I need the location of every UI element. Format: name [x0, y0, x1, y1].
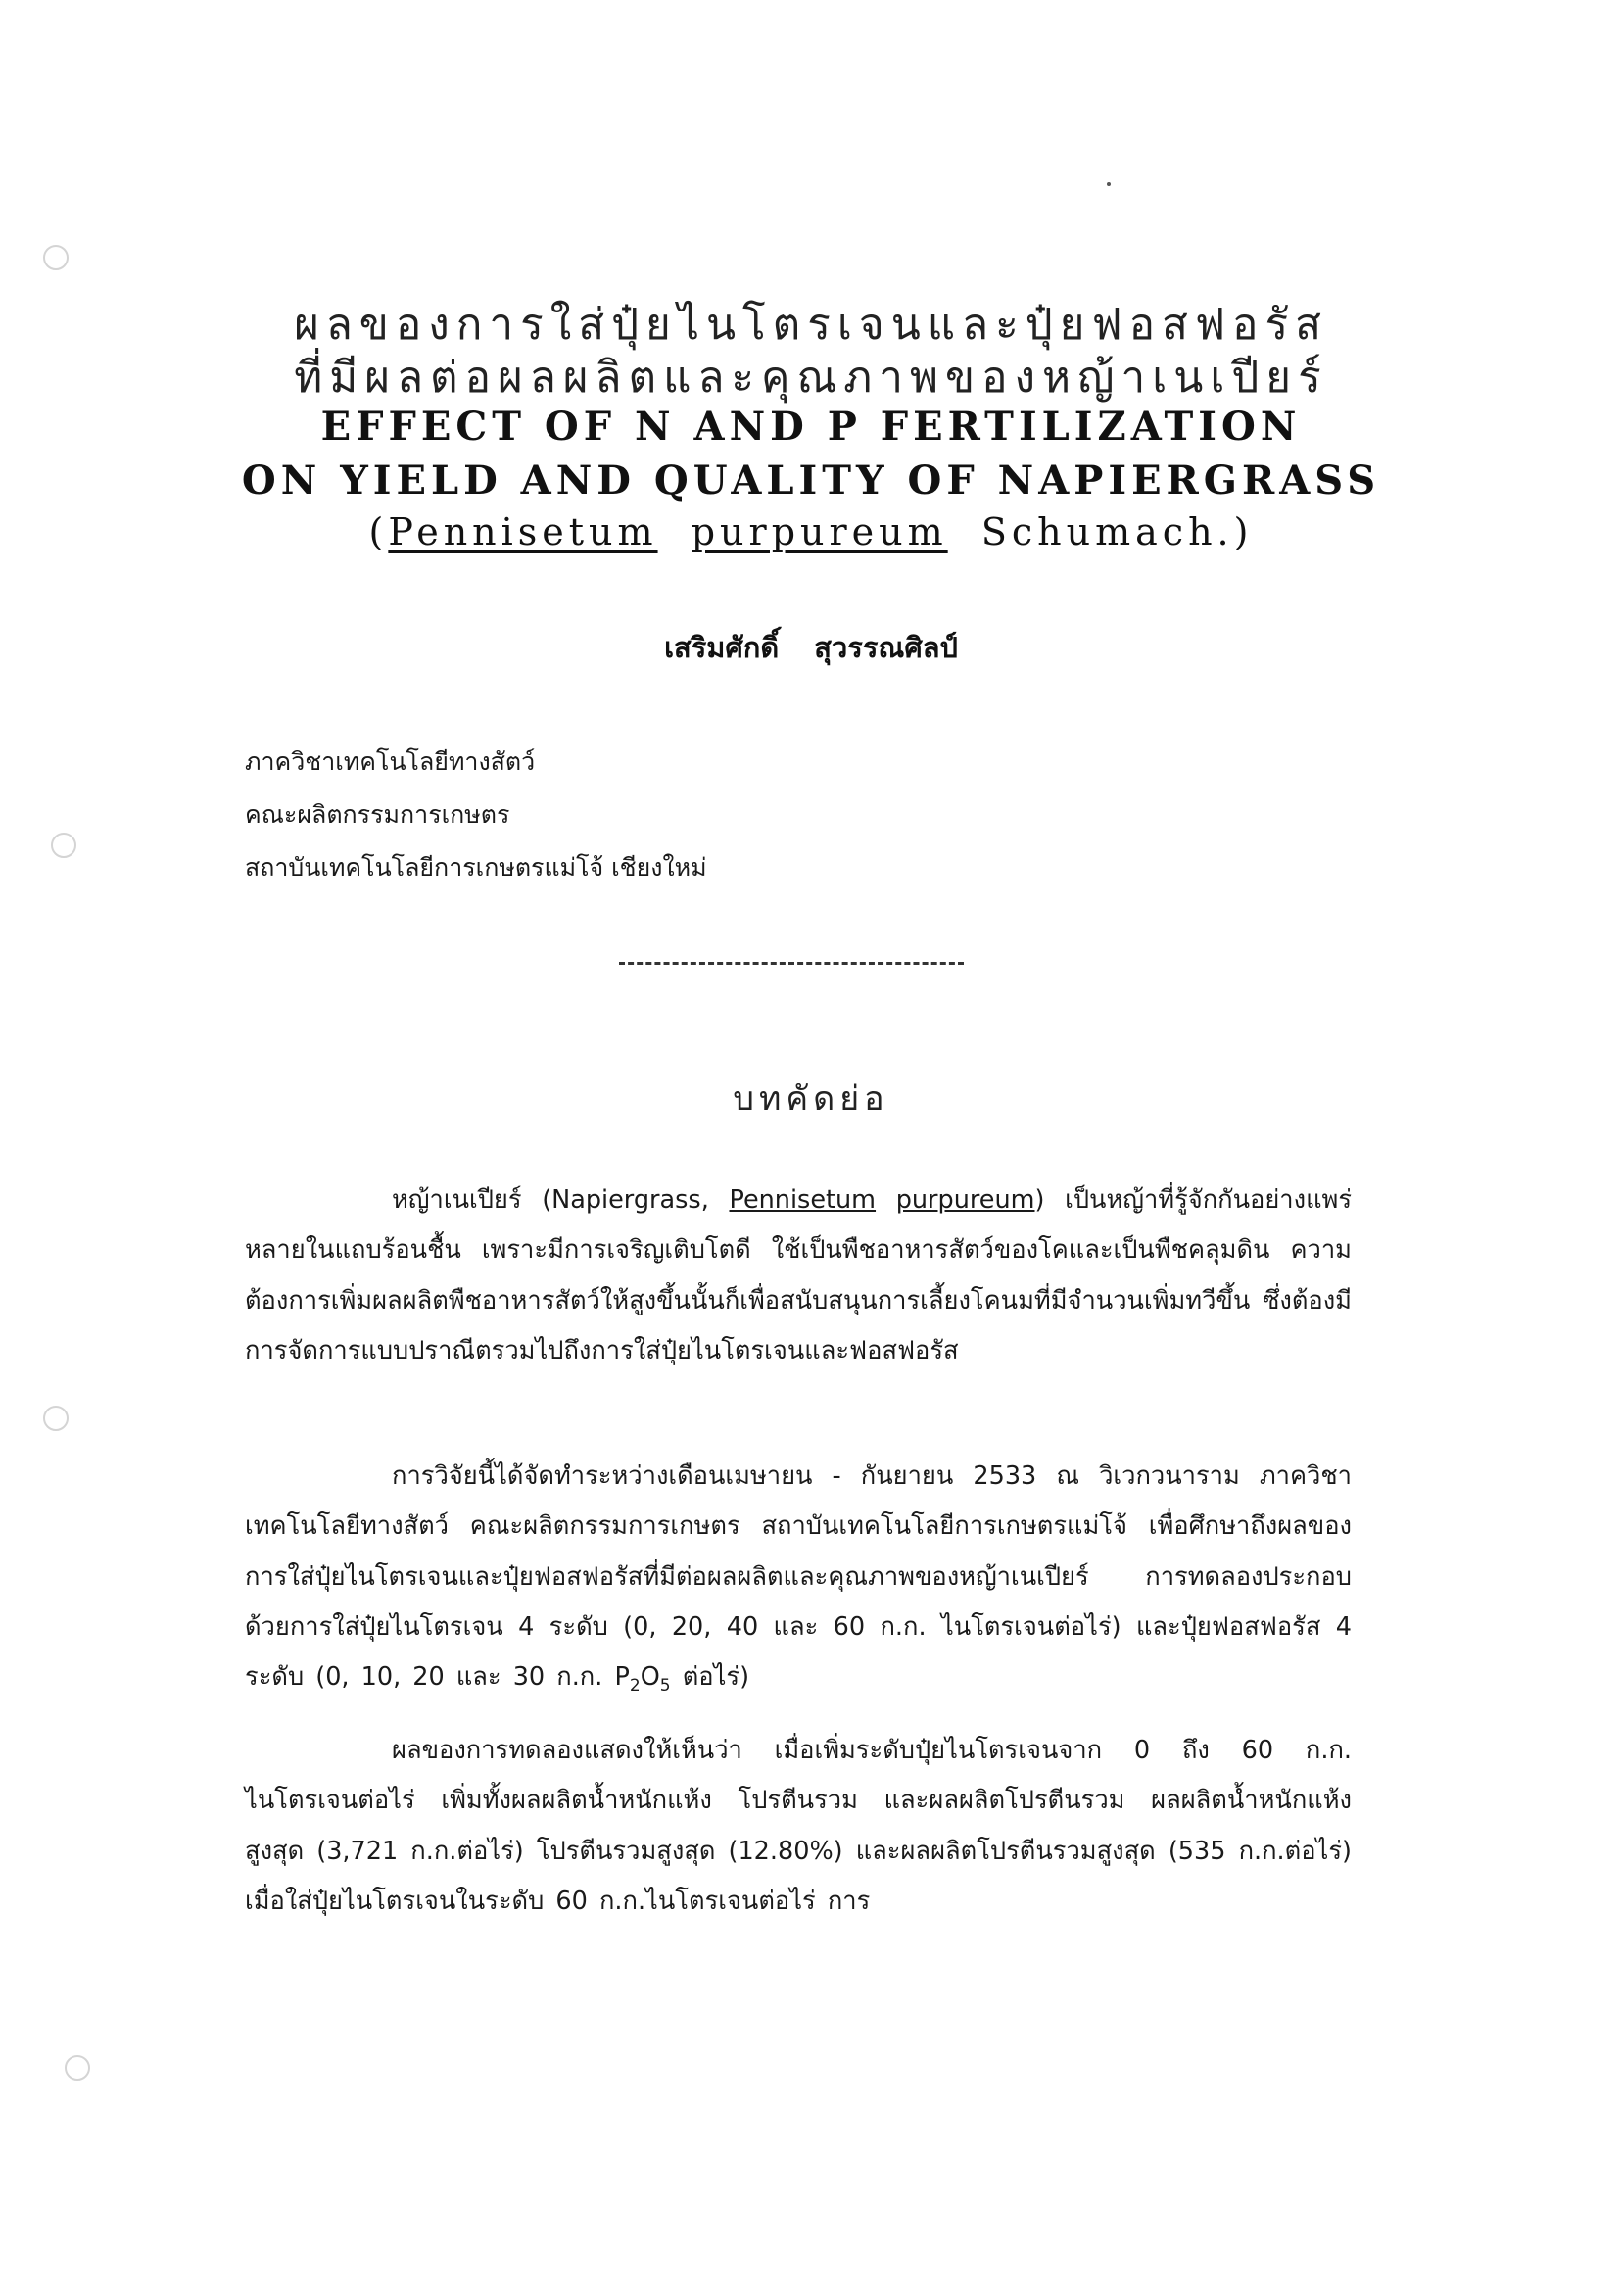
thai-title-line-1: ผลของการใส่ปุ๋ยไนโตรเจนและปุ๋ยฟอสฟอรัส: [294, 300, 1328, 350]
english-title-line-1: EFFECT OF N AND P FERTILIZATION: [320, 404, 1302, 450]
sci-species: purpureum: [691, 510, 948, 553]
abstract-paragraph-3: ผลของการทดลองแสดงให้เห็นว่า เมื่อเพิ่มระดับปุ๋ยไนโตรเจนจาก 0 ถึง 60 ก.ก. ไนโตรเจนต่อไร่ เพิ่มทั้งผลผลิตน้ำหนักแห้ง โปรตีนรวม และผลผลิตโปรตีนรวม ผลผลิตน้ำหนักแห้งสูงสุด (3,721 ก.ก.ต่อไร่) โปรตีนรวมสูงสุด (12.80%) และผลผลิตโปรตีนรวมสูงสุด (535 ก.ก.ต่อไร่) เมื่อใส่ปุ๋ยไนโตรเจนในระดับ 60 ก.ก.ไนโตรเจนต่อไร่ การ: [245, 1736, 1352, 1916]
abstract-paragraph-2: [245, 1452, 1352, 1712]
scan-speck: [1107, 182, 1111, 186]
affiliation-institute: สถาบันเทคโนโลยีการเกษตรแม่โจ้ เชียงใหม่: [245, 853, 707, 882]
formula-p: P: [614, 1662, 630, 1693]
p2o5-formula: [614, 1662, 671, 1697]
punch-hole: [65, 2055, 90, 2081]
thai-title-line-2: ที่มีผลต่อผลผลิตและคุณภาพของหญ้าเนเปียร์: [294, 353, 1328, 403]
p1-species: purpureum: [895, 1185, 1035, 1215]
formula-sub-2: 2: [629, 1676, 641, 1697]
punch-hole: [43, 245, 69, 270]
author-name: เสริมศักดิ์ สุวรรณศิลป์: [664, 631, 958, 664]
abstract-paragraph-1: [245, 1175, 1352, 1376]
affiliation-department: ภาควิชาเทคโนโลยีทางสัตว์: [245, 747, 536, 776]
affiliation-faculty: คณะผลิตกรรมการเกษตร: [245, 800, 510, 829]
formula-o: O: [640, 1662, 660, 1693]
p1-text-rest: ) เป็นหญ้าที่รู้จักกันอย่างแพร่หลายในแถบร้อนชื้น เพราะมีการเจริญเติบโตดี ใช้เป็นพืชอาหารสัตว์ของโคและเป็นพืชคลุมดิน ความต้องการเพิ่มผลผลิตพืชอาหารสัตว์ให้สูงขึ้นนั้นก็เพื่อสนับสนุนการเลี้ยงโคนมที่มีจำนวนเพิ่มทวีขึ้น ซึ่งต้องมีการจัดการแบบปราณีตรวมไปถึงการใส่ปุ๋ยไนโตรเจนและฟอสฟอรัส: [245, 1185, 1353, 1365]
p1-space: [876, 1185, 896, 1215]
punch-hole: [43, 1406, 69, 1431]
english-title-line-2: ON YIELD AND QUALITY OF NAPIERGRASS: [241, 457, 1381, 503]
sci-open-paren: (: [368, 510, 389, 553]
sci-genus: Pennisetum: [388, 510, 658, 553]
scientific-name-line: [0, 510, 1622, 553]
sci-close-paren: ): [1233, 510, 1254, 553]
p2-text-end: ต่อไร่): [670, 1662, 750, 1693]
punch-hole: [51, 833, 76, 858]
abstract-heading: บทคัดย่อ: [733, 1079, 889, 1119]
p2-text: การวิจัยนี้ได้จัดทำระหว่างเดือนเมษายน - กันยายน 2533 ณ วิเวกวนาราม ภาควิชาเทคโนโลยีทางสัตว์ คณะผลิตกรรมการเกษตร สถาบันเทคโนโลยีการเกษตรแม่โจ้ เพื่อศึกษาถึงผลของการใส่ปุ๋ยไนโตรเจนและปุ๋ยฟอสฟอรัสที่มีต่อผลผลิตและคุณภาพของหญ้าเนเปียร์ การทดลองประกอบด้วยการใส่ปุ๋ยไนโตรเจน 4 ระดับ (0, 20, 40 และ 60 ก.ก. ไนโตรเจนต่อไร่) และปุ๋ยฟอสฟอรัส 4 ระดับ (0, 10, 20 และ 30 ก.ก.: [245, 1461, 1352, 1693]
p1-genus: Pennisetum: [729, 1185, 877, 1215]
section-separator: [619, 962, 964, 965]
formula-sub-5: 5: [659, 1676, 671, 1697]
p1-text-start: หญ้าเนเปียร์ (Napiergrass,: [392, 1185, 730, 1215]
sci-authority: Schumach.: [980, 510, 1234, 553]
